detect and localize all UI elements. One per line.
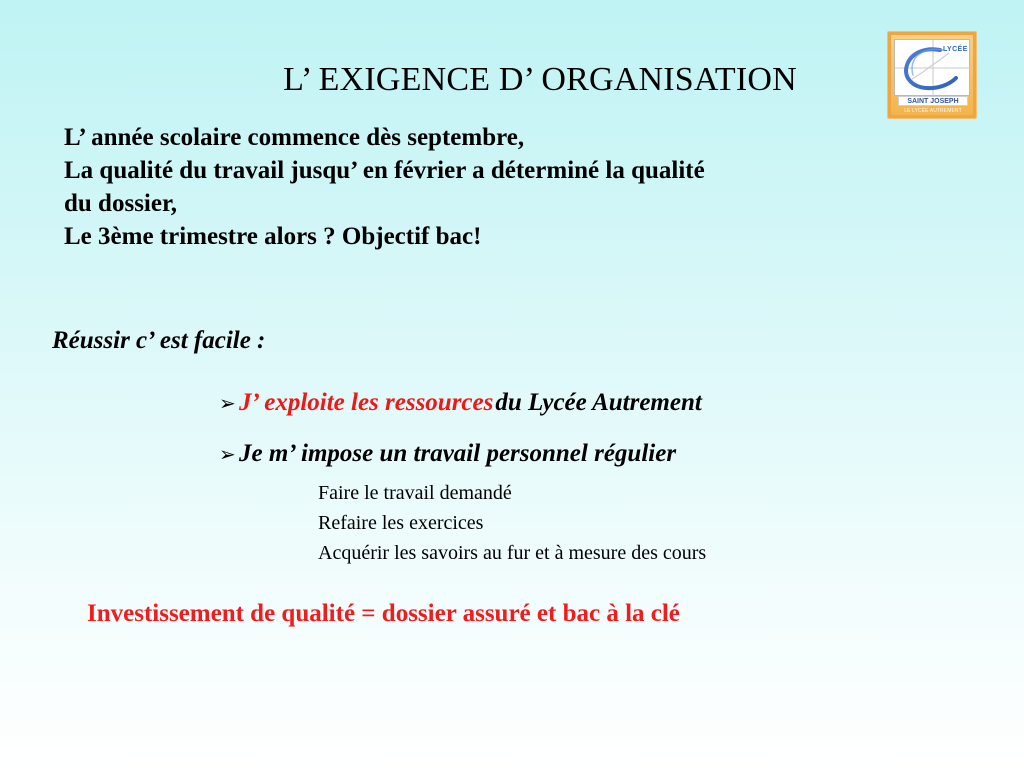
bullet-personal-work-text: Je m’ impose un travail personnel régulier	[239, 440, 677, 467]
success-subtitle: Réussir c’ est facile :	[52, 327, 266, 354]
logo-panel	[894, 39, 970, 96]
intro-line-1: L’ année scolaire commence dès septembre,	[64, 124, 525, 151]
bullet-personal-work	[219, 437, 676, 471]
logo-subtitle: LE LYCÉE AUTREMENT	[904, 108, 962, 114]
intro-text	[64, 121, 964, 253]
logo-word: LYCÉE	[943, 46, 968, 53]
arrow-bullet-icon: ➢	[219, 391, 236, 415]
logo-frame	[891, 35, 973, 115]
lycee-saint-joseph-logo	[887, 31, 977, 119]
subitem-1: Faire le travail demandé	[318, 482, 512, 504]
conclusion-text: Investissement de qualité = dossier assuré et bac à la clé	[87, 600, 680, 627]
intro-line-4: Le 3ème trimestre alors ? Objectif bac!	[64, 223, 482, 250]
bullet-resources-rest: du Lycée Autrement	[495, 389, 702, 416]
subitem-2: Refaire les exercices	[318, 512, 484, 534]
arrow-bullet-icon: ➢	[219, 442, 236, 466]
slide-title: L’ EXIGENCE D’ ORGANISATION	[283, 61, 797, 98]
subitem-3: Acquérir les savoirs au fur et à mesure des cours	[318, 542, 707, 564]
intro-line-3: du dossier,	[64, 190, 178, 217]
subitems-list	[318, 478, 706, 568]
bullet-resources	[219, 386, 702, 420]
intro-line-2: La qualité du travail jusqu’ en février a déterminé la qualité	[64, 157, 705, 184]
logo-brand: SAINT JOSEPH	[898, 96, 968, 106]
bullet-resources-highlight: J’ exploite les ressources	[239, 389, 494, 416]
